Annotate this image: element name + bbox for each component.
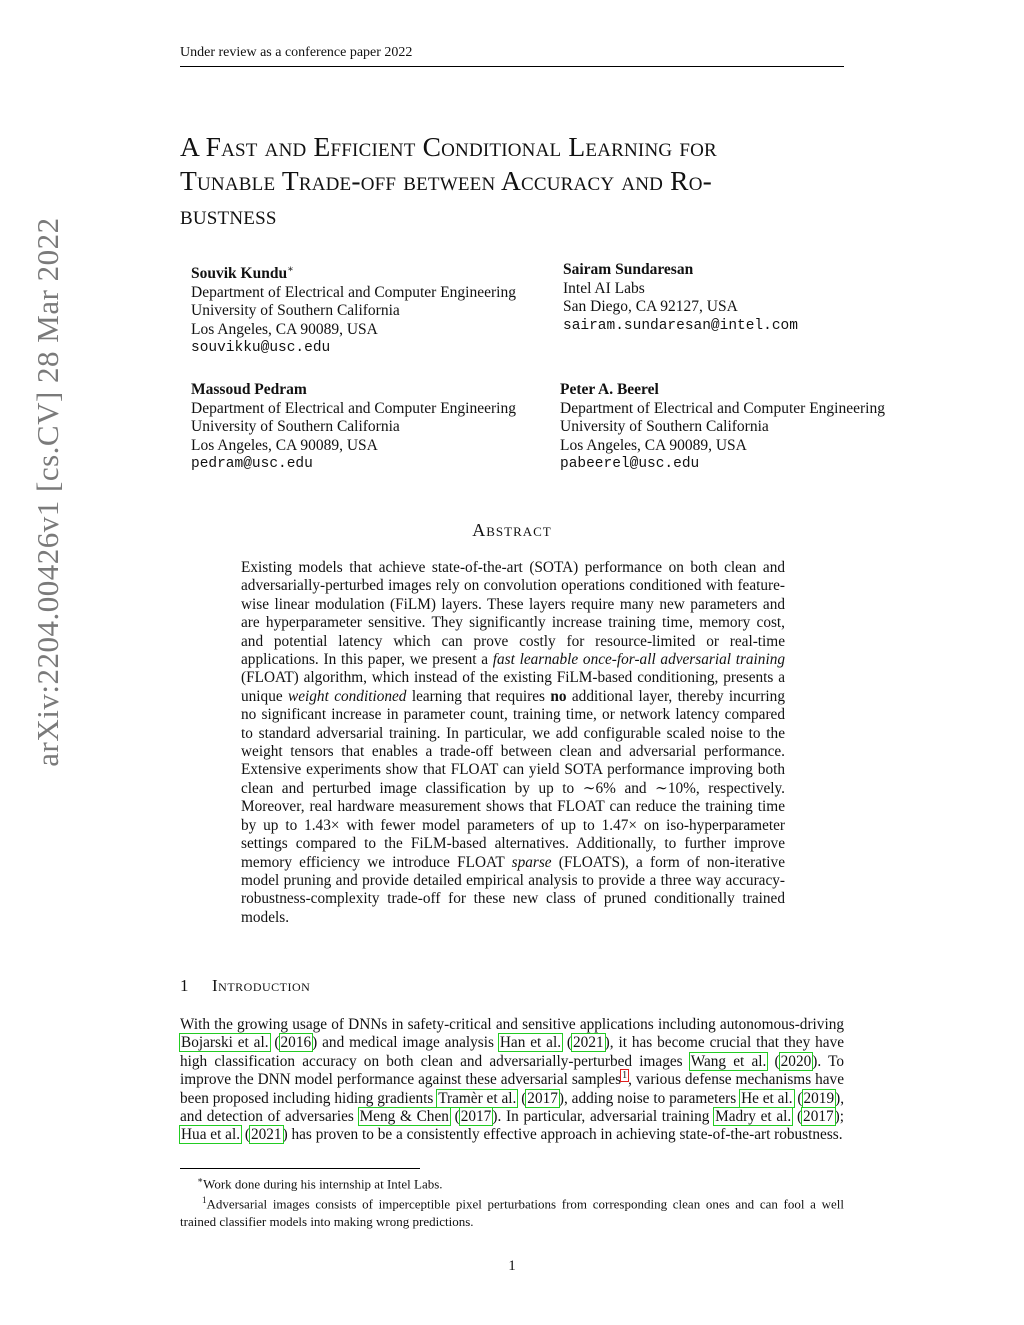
author-dept: Department of Electrical and Computer Engineering bbox=[191, 283, 516, 301]
author-org: University of Southern California bbox=[191, 418, 400, 435]
author-name: Sairam Sundaresan bbox=[563, 261, 694, 278]
citation-year-link[interactable]: 2021 bbox=[573, 1034, 604, 1052]
footnote-rule bbox=[180, 1168, 420, 1169]
citation-link[interactable]: Hua et al. bbox=[181, 1126, 241, 1144]
author-name: Massoud Pedram bbox=[191, 381, 307, 398]
page-number: 1 bbox=[508, 1258, 516, 1274]
citation-link[interactable]: Han et al. bbox=[499, 1034, 562, 1052]
abstract-heading: Abstract bbox=[472, 520, 552, 540]
citation-year-link[interactable]: 2016 bbox=[280, 1034, 312, 1052]
citation-link[interactable]: Meng & Chen bbox=[359, 1108, 449, 1126]
citation-year-link[interactable]: 2017 bbox=[460, 1108, 492, 1126]
author-dept: Department of Electrical and Computer Engineering bbox=[191, 399, 516, 417]
introduction-body bbox=[180, 1016, 844, 1145]
title-line-1: A Fast and Efficient Conditional Learning for bbox=[180, 131, 717, 162]
author-email[interactable]: sairam.sundaresan@intel.com bbox=[563, 317, 798, 334]
footnotes bbox=[180, 1172, 844, 1230]
title-line-2: Tunable Trade-off between Accuracy and Ro- bbox=[180, 165, 712, 196]
citation-year-link[interactable]: 2019 bbox=[803, 1089, 835, 1107]
author-note-marker: ∗ bbox=[287, 264, 294, 275]
header-rule bbox=[180, 66, 844, 67]
author-org: University of Southern California bbox=[191, 302, 400, 320]
citation-link[interactable]: Wang et al. bbox=[690, 1052, 767, 1070]
abstract-body bbox=[241, 559, 785, 927]
author-block-sundaresan bbox=[563, 261, 798, 335]
footnote-1: ∗Work done during his internship at Intel Labs. bbox=[197, 1175, 443, 1192]
citation-link[interactable]: He et al. bbox=[741, 1089, 793, 1107]
author-city: Los Angeles, CA 90089, USA bbox=[191, 436, 378, 454]
citation-link[interactable]: Madry et al. bbox=[715, 1108, 792, 1126]
citation-link[interactable]: Bojarski et al. bbox=[181, 1034, 269, 1052]
author-block-kundu bbox=[191, 261, 516, 358]
author-email[interactable]: pabeerel@usc.edu bbox=[560, 456, 700, 472]
section-number: 1 bbox=[180, 976, 189, 995]
author-org: San Diego, CA 92127, USA bbox=[563, 298, 738, 315]
running-header: Under review as a conference paper 2022 bbox=[180, 45, 413, 60]
author-name: Souvik Kundu bbox=[191, 265, 288, 283]
citation-year-link[interactable]: 2021 bbox=[250, 1126, 282, 1144]
paper-title bbox=[180, 130, 852, 232]
author-email[interactable]: souvikku@usc.edu bbox=[191, 340, 331, 357]
citation-year-link[interactable]: 2020 bbox=[780, 1052, 812, 1070]
citation-year-link[interactable]: 2017 bbox=[803, 1108, 834, 1126]
author-org: University of Southern California bbox=[560, 418, 769, 435]
section-heading-introduction bbox=[180, 976, 310, 996]
author-block-beerel bbox=[560, 381, 885, 474]
author-dept: Intel AI Labs bbox=[563, 279, 645, 297]
arxiv-stamp-text: arXiv:2204.00426v1 [cs.CV] 28 Mar 2022 bbox=[30, 217, 65, 767]
abstract-paragraph: Existing models that achieve state-of-the-art (SOTA) performance on both clean and adversarially-perturbed images rely on convolution operations conditioned with feature-wise linear modulation (FiLM) layers. These layers require many new parameters and are hyperparameter sensitive. They significantly increase training time, memory cost, and potential latency which can prove costly for resource-limited or real-time applications. In this paper, we present a fast learnable once-for-all adversarial training (FLOAT) algorithm, which instead of the existing FiLM-based conditioning, presents a unique weight conditioned learning that requires no additional layer, thereby incurring no significant increase in parameter count, training time, or network latency compared to standard adversarial training. In particular, we add configurable scaled noise to the weight tensors that enables a trade-off between clean and adversarial performance. Extensive experiments show that FLOAT can yield SOTA performance improving both clean and perturbed image classification by up to ∼6% and ∼10%, respectively. Moreover, real hardware measurement shows that FLOAT can reduce the training time by up to 1.43× with fewer model parameters of up to 1.47× on iso-hyperparameter settings compared to the FiLM-based alternatives. Additionally, to further improve memory efficiency we introduce FLOAT sparse (FLOATS), a form of non-iterative model pruning and provide detailed empirical analysis to provide a three way accuracy-robustness-complexity trade-off for these new class of pruned conditionally trained models. bbox=[241, 559, 785, 926]
footnote-2: $^1$Adversarial images consists of imperceptible pixel perturbations from corresponding clean ones and can fool a well trained classifier models into making wrong predictions. bbox=[180, 1195, 844, 1229]
author-email[interactable]: pedram@usc.edu bbox=[191, 456, 313, 472]
intro-paragraph: With the growing usage of DNNs in safety-critical and sensitive applications including autonomous-driving Bojarski et al. (2016) and medical image analysis Han et al. (2021), it has become crucial that they have high classification accuracy on both clean and adversarially-perturbed images Wang et al. (2020). To improve the DNN model performance against these adversarial samples$^1$, various defense mechanisms have been proposed including hiding gradients Tramèr et al. (2017), adding noise to parameters He et al. (2019), and detection of adversaries Meng & Chen (2017). In particular, adversarial training Madry et al. (2017); Hua et al. (2021) has proven to be a consistently effective approach in achieving state-of-the-art robustness. bbox=[180, 1016, 845, 1144]
arxiv-stamp bbox=[18, 32, 78, 952]
footnote-marker: 1 bbox=[202, 1195, 207, 1206]
footnote-marker: ∗ bbox=[197, 1175, 204, 1185]
footnote-ref-link[interactable]: 1 bbox=[622, 1070, 628, 1082]
author-dept: Department of Electrical and Computer Engineering bbox=[560, 399, 885, 417]
author-city: Los Angeles, CA 90089, USA bbox=[560, 436, 747, 454]
author-block-pedram bbox=[191, 381, 516, 474]
section-title: Introduction bbox=[212, 976, 311, 995]
title-line-3: bustness bbox=[180, 199, 277, 230]
citation-year-link[interactable]: 2017 bbox=[527, 1089, 558, 1107]
citation-link[interactable]: Tramèr et al. bbox=[438, 1089, 517, 1107]
author-city: Los Angeles, CA 90089, USA bbox=[191, 320, 378, 338]
author-name: Peter A. Beerel bbox=[560, 381, 659, 398]
